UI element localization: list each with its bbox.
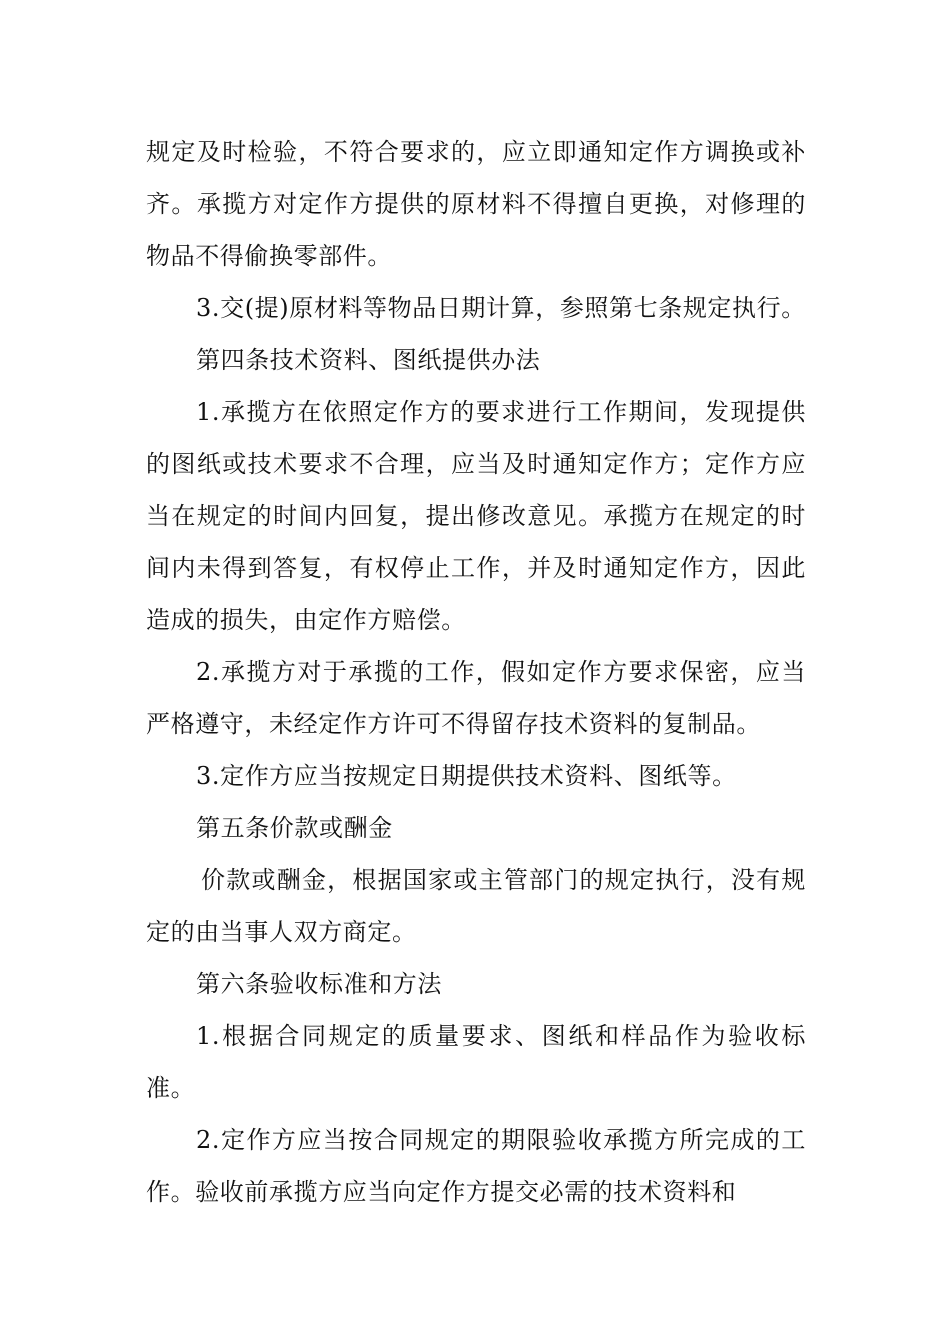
paragraph-clause-6-1: 1.根据合同规定的质量要求、图纸和样品作为验收标准。 (146, 1022, 806, 1102)
section-heading-article-6: 第六条验收标准和方法 (196, 970, 442, 998)
section-heading-article-5: 第五条价款或酬金 (196, 814, 393, 842)
paragraph-clause-4-2: 2.承揽方对于承揽的工作，假如定作方要求保密，应当严格遵守，未经定作方许可不得留存技术资料的复制品。 (146, 658, 806, 738)
paragraph-clause-4-3: 3.定作方应当按规定日期提供技术资料、图纸等。 (196, 762, 737, 790)
paragraph-clause-3-3: 3.交(提)原材料等物品日期计算，参照第七条规定执行。 (196, 294, 806, 322)
document-body (146, 126, 806, 1218)
section-heading-article-4: 第四条技术资料、图纸提供办法 (196, 346, 541, 374)
paragraph-continuation: 规定及时检验，不符合要求的，应立即通知定作方调换或补齐。承揽方对定作方提供的原材料不得擅自更换，对修理的物品不得偷换零部件。 (146, 138, 806, 270)
paragraph-article-5-body: 价款或酬金，根据国家或主管部门的规定执行，没有规定的由当事人双方商定。 (146, 866, 806, 946)
paragraph-clause-4-1: 1.承揽方在依照定作方的要求进行工作期间，发现提供的图纸或技术要求不合理，应当及时通知定作方；定作方应当在规定的时间内回复，提出修改意见。承揽方在规定的时间内未得到答复，有权停止工作，并及时通知定作方，因此造成的损失，由定作方赔偿。 (146, 398, 806, 634)
paragraph-clause-6-2: 2.定作方应当按合同规定的期限验收承揽方所完成的工作。验收前承揽方应当向定作方提交必需的技术资料和 (146, 1126, 806, 1206)
